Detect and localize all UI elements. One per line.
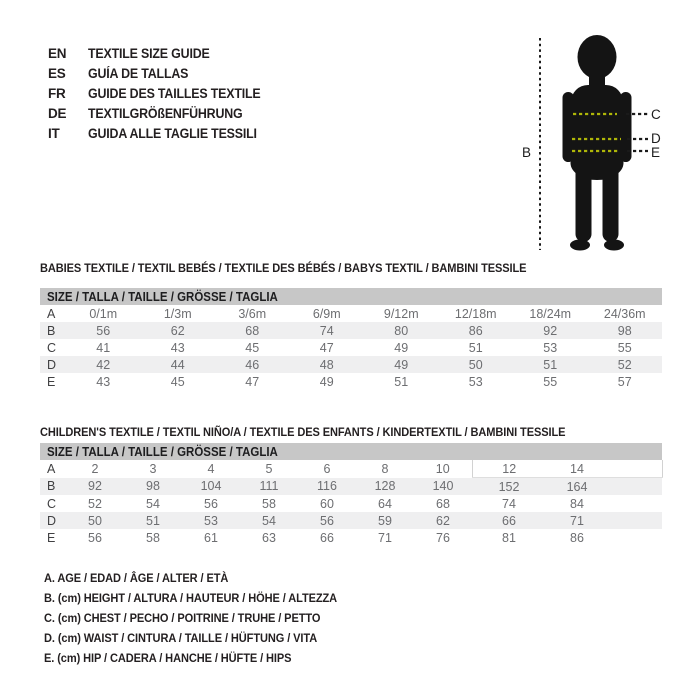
size-value-cell: 45: [170, 374, 185, 389]
language-row-en: [48, 44, 276, 64]
language-row-fr: [48, 84, 276, 104]
size-value-cell: 74: [502, 496, 516, 511]
size-value-cell: 92: [543, 323, 558, 338]
size-value-cell: 98: [617, 323, 632, 338]
row-measure-label: A: [47, 306, 56, 321]
size-value-cell: 80: [394, 323, 409, 338]
size-value-cell: 56: [96, 323, 111, 338]
size-value-cell: 66: [502, 513, 516, 528]
size-table-row: [40, 322, 662, 339]
row-measure-label: B: [47, 323, 56, 338]
size-value-cell: 52: [617, 357, 632, 372]
babies-section-title: BABIES TEXTILE / TEXTIL BEBÉS / TEXTILE DES BÉBÉS / BABYS TEXTIL / BAMBINI TESSILE: [40, 261, 527, 275]
size-value-cell: 9/12m: [383, 306, 419, 321]
size-value-cell: 86: [468, 323, 483, 338]
size-value-cell: 111: [259, 479, 279, 494]
size-value-cell: 84: [570, 496, 584, 511]
size-value-cell: 56: [204, 496, 218, 511]
size-value-cell: 1/3m: [163, 306, 192, 321]
size-value-cell: 66: [320, 530, 334, 545]
size-value-cell: 42: [96, 357, 111, 372]
row-measure-label: B: [47, 479, 56, 494]
language-row-it: [48, 124, 276, 144]
size-value-cell: 6: [323, 461, 331, 476]
row-measure-label: D: [47, 357, 57, 372]
size-header-row: [40, 288, 662, 305]
measurement-figure: [500, 25, 680, 260]
size-value-cell: 49: [394, 340, 409, 355]
size-value-cell: 63: [262, 530, 276, 545]
size-value-cell: 14: [546, 460, 608, 478]
size-table-row: [40, 356, 662, 373]
size-table-row: [40, 512, 662, 529]
size-value-cell: 49: [319, 374, 334, 389]
row-measure-label: E: [47, 530, 56, 545]
size-value-cell: 53: [204, 513, 218, 528]
empty-cell: [608, 460, 662, 478]
size-value-cell: 47: [245, 374, 260, 389]
size-table-row: [40, 460, 662, 478]
size-value-cell: 98: [146, 479, 160, 494]
size-value-cell: 62: [436, 513, 450, 528]
language-row-es: [48, 64, 276, 84]
size-value-cell: 51: [543, 357, 558, 372]
size-value-cell: 81: [502, 530, 516, 545]
size-value-cell: 49: [394, 357, 409, 372]
size-value-cell: 51: [146, 513, 160, 528]
legend-hip: E. (cm) HIP / CADERA / HANCHE / HÜFTE / HIPS: [44, 651, 292, 665]
size-value-cell: 50: [468, 357, 483, 372]
size-value-cell: 92: [88, 479, 102, 494]
children-size-table: [40, 443, 663, 546]
row-measure-label: C: [47, 340, 57, 355]
size-value-cell: 43: [96, 374, 111, 389]
size-value-cell: 41: [96, 340, 111, 355]
size-value-cell: 51: [468, 340, 483, 355]
size-value-cell: 104: [200, 479, 222, 494]
row-measure-label: C: [47, 496, 57, 511]
size-table-row: [40, 339, 662, 356]
size-value-cell: 57: [617, 374, 632, 389]
children-section-title: CHILDREN'S TEXTILE / TEXTIL NIÑO/A / TEXTILE DES ENFANTS / KINDERTEXTIL / BAMBINI TESSILE: [40, 425, 566, 439]
guide-title-de: TEXTILGRÖßENFÜHRUNG: [88, 106, 243, 121]
size-value-cell: 164: [566, 479, 588, 494]
row-measure-label: E: [47, 374, 56, 389]
language-code: DE: [48, 106, 67, 121]
hip-label: E: [651, 145, 661, 160]
babies-size-table: [40, 288, 662, 390]
language-code: EN: [48, 46, 67, 61]
size-value-cell: 4: [207, 461, 215, 476]
size-table-row: [40, 495, 662, 512]
size-value-cell: 68: [245, 323, 260, 338]
size-header-cell: SIZE / TALLA / TAILLE / GRÖSSE / TAGLIA: [40, 288, 662, 305]
size-table-row: [40, 478, 662, 496]
guide-title-es: GUÍA DE TALLAS: [88, 66, 189, 81]
size-value-cell: 24/36m: [603, 306, 646, 321]
size-value-cell: 48: [319, 357, 334, 372]
empty-cell: [608, 478, 662, 496]
language-code: FR: [48, 86, 66, 101]
size-value-cell: 55: [543, 374, 558, 389]
measurement-legend: [44, 568, 363, 668]
size-value-cell: 56: [88, 530, 102, 545]
size-value-cell: 74: [319, 323, 334, 338]
size-value-cell: 56: [320, 513, 334, 528]
size-value-cell: 12/18m: [454, 306, 497, 321]
size-value-cell: 61: [204, 530, 218, 545]
size-value-cell: 52: [88, 496, 102, 511]
size-value-cell: 6/9m: [312, 306, 341, 321]
size-value-cell: 3: [149, 461, 157, 476]
size-value-cell: 51: [394, 374, 409, 389]
size-value-cell: 140: [432, 479, 454, 494]
size-value-cell: 0/1m: [89, 306, 118, 321]
size-value-cell: 86: [570, 530, 584, 545]
size-header-row: [40, 443, 662, 460]
size-header-cell: SIZE / TALLA / TAILLE / GRÖSSE / TAGLIA: [40, 443, 662, 460]
size-value-cell: 128: [374, 479, 396, 494]
waist-label: D: [651, 131, 661, 146]
size-value-cell: 50: [88, 513, 102, 528]
language-code: IT: [48, 126, 60, 141]
size-value-cell: 152: [498, 479, 520, 494]
size-value-cell: 44: [170, 357, 185, 372]
size-table-row: [40, 305, 662, 322]
size-value-cell: 10: [435, 461, 450, 476]
size-value-cell: 53: [468, 374, 483, 389]
empty-cell: [608, 495, 662, 512]
child-silhouette-icon: [563, 35, 632, 251]
row-measure-label: D: [47, 513, 57, 528]
size-value-cell: 43: [170, 340, 185, 355]
size-value-cell: 62: [170, 323, 185, 338]
size-value-cell: 46: [245, 357, 260, 372]
size-value-cell: 2: [91, 461, 99, 476]
empty-cell: [608, 529, 662, 546]
size-value-cell: 12: [472, 460, 546, 478]
size-value-cell: 54: [146, 496, 160, 511]
size-value-cell: 58: [262, 496, 276, 511]
chest-label: C: [651, 107, 661, 122]
size-value-cell: 64: [378, 496, 392, 511]
size-table-row: [40, 373, 662, 390]
language-row-de: [48, 104, 276, 124]
size-value-cell: 55: [617, 340, 632, 355]
legend-age: A. AGE / EDAD / ÂGE / ALTER / ETÀ: [44, 571, 229, 585]
size-value-cell: 3/6m: [238, 306, 267, 321]
height-label: B: [522, 145, 532, 160]
size-value-cell: 60: [320, 496, 334, 511]
size-value-cell: 59: [378, 513, 392, 528]
row-measure-label: A: [47, 461, 56, 476]
size-value-cell: 18/24m: [529, 306, 572, 321]
size-value-cell: 54: [262, 513, 276, 528]
size-value-cell: 68: [436, 496, 450, 511]
size-value-cell: 116: [317, 479, 337, 494]
language-code: ES: [48, 66, 66, 81]
legend-height: B. (cm) HEIGHT / ALTURA / HAUTEUR / HÖHE / ALTEZZA: [44, 591, 338, 605]
size-value-cell: 71: [378, 530, 392, 545]
size-value-cell: 47: [319, 340, 334, 355]
legend-chest: C. (cm) CHEST / PECHO / POITRINE / TRUHE / PETTO: [44, 611, 321, 625]
size-value-cell: 58: [146, 530, 160, 545]
size-value-cell: 76: [436, 530, 450, 545]
size-value-cell: 45: [245, 340, 260, 355]
guide-title-it: GUIDA ALLE TAGLIE TESSILI: [88, 126, 257, 141]
size-value-cell: 53: [543, 340, 558, 355]
empty-cell: [608, 512, 662, 529]
size-value-cell: 5: [265, 461, 273, 476]
size-table-row: [40, 529, 662, 546]
size-value-cell: 8: [381, 461, 389, 476]
guide-title-en: TEXTILE SIZE GUIDE: [88, 46, 210, 61]
guide-title-fr: GUIDE DES TAILLES TEXTILE: [88, 86, 261, 101]
size-value-cell: 71: [570, 513, 584, 528]
legend-waist: D. (cm) WAIST / CINTURA / TAILLE / HÜFTUNG / VITA: [44, 631, 318, 645]
language-title-block: [48, 44, 276, 144]
